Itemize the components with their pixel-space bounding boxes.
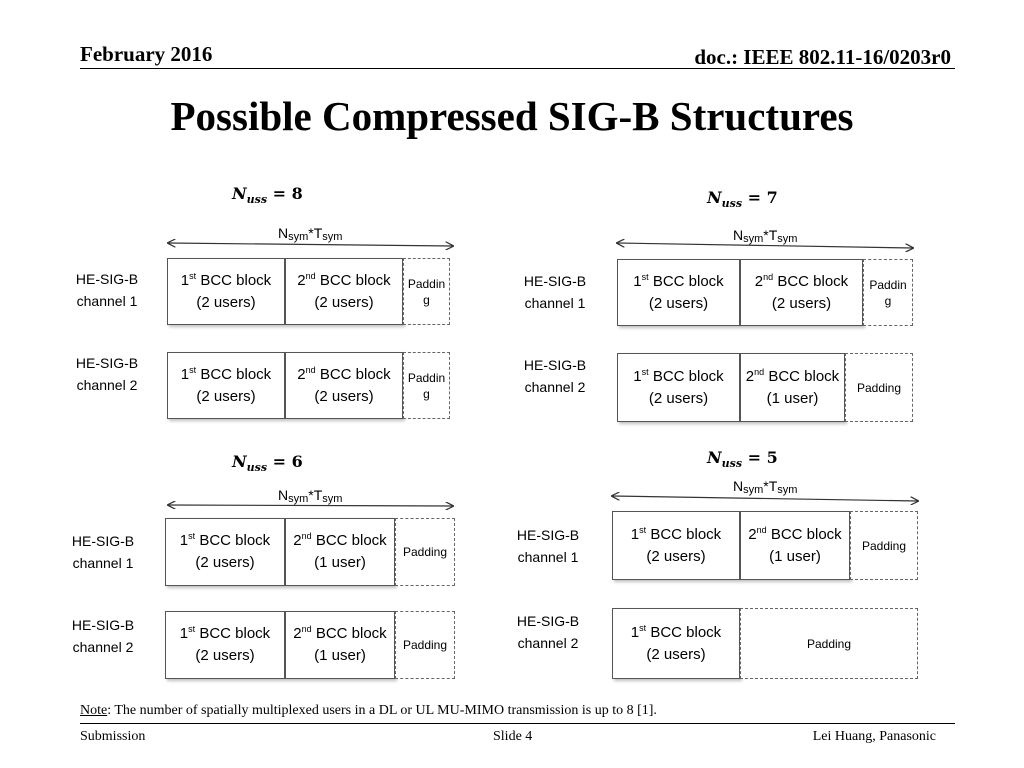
bcc-block-text: BCC block [311,625,387,642]
nuss-subscript: uss [246,461,268,475]
nuss-formula [707,448,778,470]
bcc-ordinal-suffix: st [639,524,647,535]
bcc-ordinal-suffix: st [189,364,197,375]
nuss-value: 5 [766,448,778,467]
bcc-block-users: (2 users) [314,387,374,405]
nuss-equals: = [272,452,292,471]
duration-sub-sym: sym [743,233,764,245]
bcc-block-1 [167,352,285,419]
duration-arrow-4 [612,496,918,501]
bcc-block-text: BCC block [315,271,391,289]
bcc-block-2 [740,353,845,422]
bcc-ordinal-suffix: st [188,531,196,541]
bcc-ordinal-suffix: nd [763,271,774,282]
bcc-ordinal: 1 [180,365,190,383]
bcc-block-text: BCC block [646,623,722,641]
channel-label [62,352,152,396]
nuss-symbol: N [232,452,247,471]
duration-mid: *T [308,225,323,241]
bcc-block-title [633,366,723,388]
duration-sub-sym-2: sym [322,231,343,243]
bcc-ordinal-suffix: st [641,366,649,377]
bcc-block-text: BCC block [315,365,391,383]
bcc-block-users: (1 user) [314,647,366,664]
duration-sub-sym-2: sym [777,233,798,245]
bcc-block-1 [167,258,285,325]
channel-label [510,354,600,398]
bcc-ordinal: 1 [179,532,189,549]
bcc-ordinal-suffix: nd [301,624,312,634]
channel-label-line2: channel 1 [517,549,579,565]
bcc-ordinal-suffix: st [639,622,647,633]
bcc-block-1 [165,611,285,679]
duration-n: N [278,225,289,241]
note-text: : The number of spatially multiplexed users in a DL or UL MU-MIMO transmission is up to 8 [1]. [107,703,657,718]
channel-label [510,270,600,314]
bcc-ordinal-suffix: nd [301,531,312,541]
bcc-block-title [297,364,390,386]
bcc-block-text: BCC block [311,532,387,549]
bcc-block-1 [617,353,740,422]
bcc-block-title [633,271,723,293]
bcc-block-text: BCC block [195,532,271,549]
bcc-block-1 [165,518,285,586]
bcc-ordinal: 1 [179,625,189,642]
bcc-ordinal: 2 [748,525,757,543]
duration-mid: *T [763,478,778,494]
note-label: Note [80,703,108,718]
channel-label-line1: HE-SIG-B [516,527,580,543]
bcc-block-users: (2 users) [196,293,256,311]
bcc-block-text: BCC block [764,367,840,385]
bcc-ordinal: 2 [754,272,764,290]
bcc-block-title [755,271,848,293]
bcc-block-2 [285,352,403,419]
nuss-value: 8 [291,184,303,203]
nuss-equals: = [747,188,767,207]
bcc-ordinal-suffix: st [188,624,196,634]
padding-block: Padding [395,518,455,586]
bcc-block-2 [285,258,403,325]
bcc-block-2 [740,259,863,326]
bcc-block-title [297,270,390,292]
channel-label-line2: channel 1 [524,295,586,311]
padding-block: Padding [403,352,450,419]
bcc-ordinal: 2 [745,367,755,385]
channel-label-line2: channel 2 [72,639,134,655]
padding-block: Padding [863,259,913,326]
nuss-formula [232,184,303,206]
duration-label [278,487,342,505]
footer-divider [80,723,955,724]
bcc-block-1 [612,511,740,580]
bcc-block-2 [740,511,850,580]
channel-label [503,524,593,568]
channel-label-line2: channel 2 [76,377,138,393]
channel-label [62,268,152,312]
padding-block: Padding [395,611,455,679]
bcc-block-title [293,530,386,552]
bcc-ordinal: 2 [297,365,306,383]
bcc-block-users: (2 users) [648,389,709,407]
bcc-block-users: (2 users) [196,387,256,405]
channel-label [503,610,593,654]
nuss-subscript: uss [721,457,743,471]
bcc-block-users: (2 users) [314,293,374,311]
duration-label [278,225,342,243]
bcc-block-users: (2 users) [646,547,706,565]
bcc-block-users: (2 users) [771,294,832,312]
bcc-block-text: BCC block [646,525,722,543]
nuss-value: 6 [291,452,303,471]
bcc-block-title [180,530,270,552]
bcc-block-title [181,364,271,386]
slide-title: Possible Compressed SIG-B Structures [170,93,854,139]
bcc-ordinal-suffix: nd [305,364,316,375]
padding-block: Padding [845,353,913,422]
nuss-symbol: N [707,188,722,207]
bcc-block-text: BCC block [195,625,271,642]
channel-label-line2: channel 1 [72,555,134,571]
bcc-ordinal-suffix: st [641,271,649,282]
duration-mid: *T [308,487,323,503]
bcc-ordinal: 2 [293,532,302,549]
duration-arrow-1 [168,243,453,246]
duration-n: N [733,227,744,243]
nuss-subscript: uss [721,197,743,211]
bcc-block-title [631,524,721,546]
channel-label-line1: HE-SIG-B [523,273,587,289]
channel-label-line1: HE-SIG-B [523,357,587,373]
bcc-block-users: (2 users) [648,294,709,312]
bcc-block-1 [612,608,740,679]
bcc-ordinal-suffix: nd [756,524,767,535]
bcc-block-text: BCC block [648,272,724,290]
duration-n: N [278,487,289,503]
footer-author: Lei Huang, Panasonic [812,729,936,744]
nuss-symbol: N [707,448,722,467]
bcc-block-users: (1 user) [769,547,821,565]
padding-block: Padding [740,608,918,679]
channel-label [58,614,148,658]
bcc-block-text: BCC block [196,365,272,383]
duration-arrow-3 [168,505,453,506]
footer-submission: Submission [80,729,146,744]
bcc-block-title [180,623,270,645]
bcc-block-2 [285,611,395,679]
duration-sub-sym-2: sym [777,484,798,496]
bcc-ordinal-suffix: nd [305,270,316,281]
channel-label-line2: channel 1 [76,293,138,309]
bcc-block-users: (2 users) [646,645,706,663]
header-date: February 2016 [80,42,213,66]
bcc-block-users: (1 user) [766,389,819,407]
bcc-ordinal: 2 [293,625,302,642]
bcc-block-users: (1 user) [314,554,366,571]
bcc-ordinal: 1 [180,271,190,289]
nuss-value: 7 [766,188,778,207]
channel-label-line1: HE-SIG-B [75,355,139,371]
bcc-ordinal: 1 [630,525,640,543]
bcc-block-title [293,623,386,645]
bcc-ordinal: 1 [633,367,642,385]
nuss-formula [707,188,778,210]
channel-label-line1: HE-SIG-B [75,271,139,287]
channel-label-line1: HE-SIG-B [71,533,135,549]
duration-sub-sym: sym [288,231,309,243]
channel-label-line2: channel 2 [524,379,586,395]
duration-sub-sym: sym [288,493,309,505]
duration-mid: *T [763,227,778,243]
bcc-block-title [746,366,839,388]
bcc-block-text: BCC block [196,271,272,289]
duration-label [733,478,797,496]
duration-sub-sym: sym [743,484,764,496]
nuss-symbol: N [232,184,247,203]
padding-block: Padding [403,258,450,325]
bcc-block-title [631,622,721,644]
bcc-block-title [181,270,271,292]
padding-block: Padding [850,511,918,580]
note [80,703,657,719]
bcc-ordinal: 1 [633,272,642,290]
channel-label-line1: HE-SIG-B [516,613,580,629]
nuss-formula [232,452,303,474]
footer-slide-number: Slide 4 [493,729,533,744]
duration-n: N [733,478,744,494]
channel-label [58,530,148,574]
duration-sub-sym-2: sym [322,493,343,505]
bcc-block-2 [285,518,395,586]
header-doc-id: doc.: IEEE 802.11-16/0203r0 [694,45,951,69]
bcc-block-text: BCC block [773,272,849,290]
bcc-ordinal: 1 [630,623,640,641]
bcc-block-1 [617,259,740,326]
bcc-ordinal: 2 [297,271,306,289]
channel-label-line2: channel 2 [517,635,579,651]
nuss-subscript: uss [246,193,268,207]
bcc-block-title [748,524,841,546]
nuss-equals: = [747,448,767,467]
bcc-ordinal-suffix: st [189,270,197,281]
duration-label [733,227,797,245]
bcc-ordinal-suffix: nd [754,366,765,377]
nuss-equals: = [272,184,292,203]
bcc-block-text: BCC block [766,525,842,543]
bcc-block-text: BCC block [648,367,724,385]
bcc-block-users: (2 users) [195,647,255,664]
channel-label-line1: HE-SIG-B [71,617,135,633]
bcc-block-users: (2 users) [195,554,255,571]
